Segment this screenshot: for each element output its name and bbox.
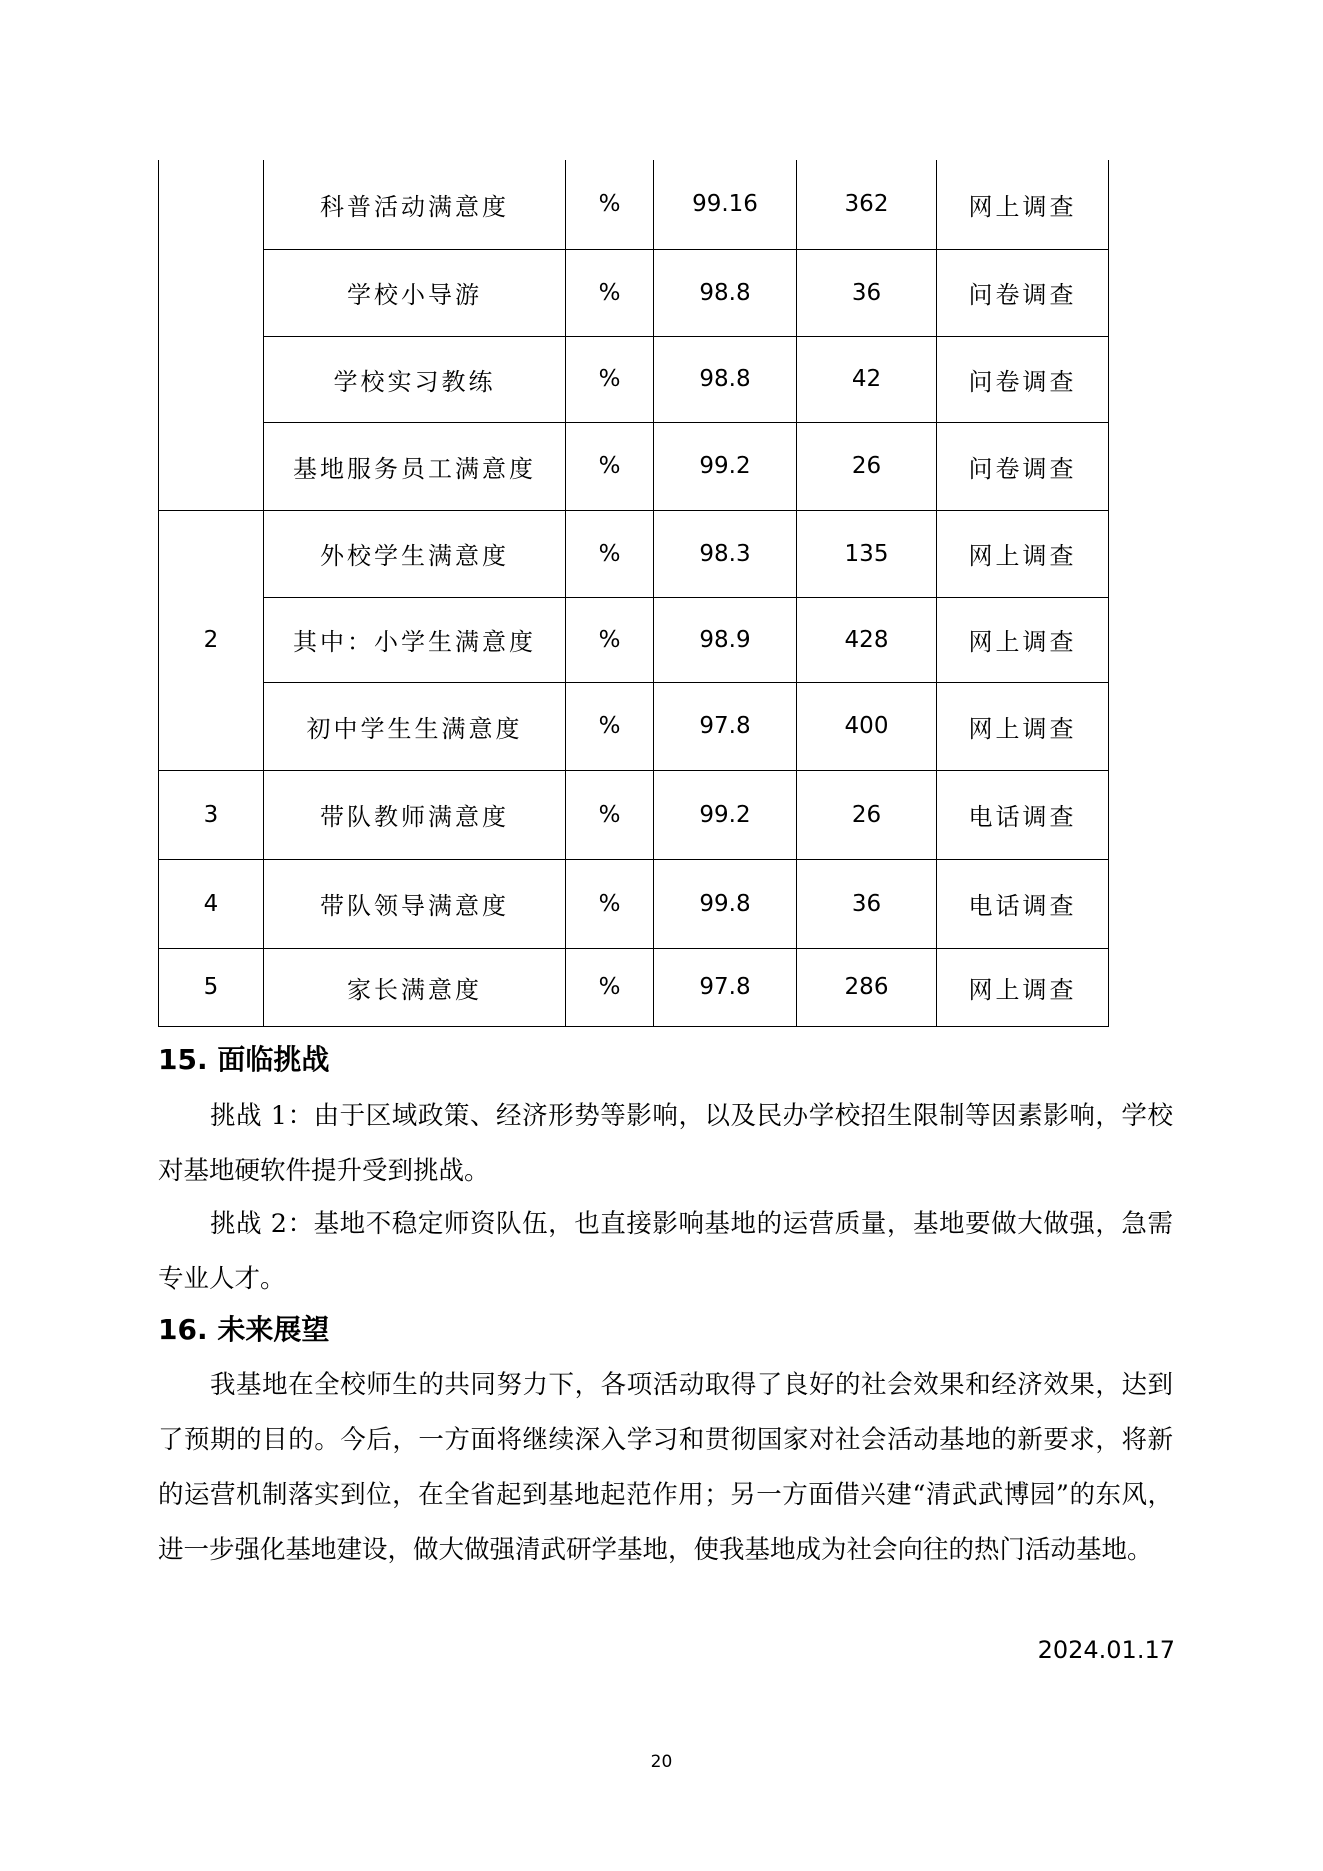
row-number-cell: 4 xyxy=(159,859,264,948)
section-15-paragraph-1: 挑战 1：由于区域政策、经济形势等影响，以及民办学校招生限制等因素影响，学校对基地硬软件提升受到挑战。 xyxy=(158,1101,1173,1186)
unit-cell: % xyxy=(566,770,654,859)
value-cell: 99.2 xyxy=(654,770,797,859)
row-number-cell: 3 xyxy=(159,770,264,859)
table-row xyxy=(159,422,1109,510)
unit-cell: % xyxy=(566,859,654,948)
count-cell: 42 xyxy=(797,336,937,422)
page-number: 20 xyxy=(650,1752,673,1772)
count-cell: 26 xyxy=(797,422,937,510)
unit-cell: % xyxy=(566,422,654,510)
count-cell: 26 xyxy=(797,770,937,859)
unit-cell: % xyxy=(566,682,654,770)
count-cell: 400 xyxy=(797,682,937,770)
item-name-cell: 基地服务员工满意度 xyxy=(264,422,566,510)
table-row xyxy=(159,597,1109,682)
document-date: 2024.01.17 xyxy=(1037,1636,1175,1664)
unit-cell: % xyxy=(566,510,654,597)
unit-cell: % xyxy=(566,948,654,1026)
table-row xyxy=(159,770,1109,859)
item-name-cell: 学校实习教练 xyxy=(264,336,566,422)
method-cell: 问卷调查 xyxy=(937,249,1109,336)
method-cell: 电话调查 xyxy=(937,859,1109,948)
method-cell: 网上调查 xyxy=(937,597,1109,682)
item-name-cell: 初中学生生满意度 xyxy=(264,682,566,770)
item-name-cell: 家长满意度 xyxy=(264,948,566,1026)
table-row xyxy=(159,336,1109,422)
value-cell: 98.8 xyxy=(654,336,797,422)
method-cell: 问卷调查 xyxy=(937,422,1109,510)
value-cell: 98.8 xyxy=(654,249,797,336)
section-16-paragraph-1: 我基地在全校师生的共同努力下，各项活动取得了良好的社会效果和经济效果，达到了预期的目的。今后，一方面将继续深入学习和贯彻国家对社会活动基地的新要求，将新的运营机制落实到位，在全省起到基地起范作用；另一方面借兴建“清武武博园”的东风，进一步强化基地建设，做大做强清武研学基地，使我基地成为社会向往的热门活动基地。 xyxy=(158,1370,1173,1565)
table-row xyxy=(159,682,1109,770)
count-cell: 428 xyxy=(797,597,937,682)
value-cell: 99.2 xyxy=(654,422,797,510)
section-15-heading: 15. 面临挑战 xyxy=(158,1043,330,1076)
table-row xyxy=(159,249,1109,336)
method-cell: 网上调查 xyxy=(937,510,1109,597)
count-cell: 36 xyxy=(797,249,937,336)
value-cell: 99.16 xyxy=(654,160,797,249)
section-15-paragraph-2: 挑战 2：基地不稳定师资队伍，也直接影响基地的运营质量，基地要做大做强，急需专业人才。 xyxy=(158,1209,1173,1294)
unit-cell: % xyxy=(566,249,654,336)
value-cell: 98.9 xyxy=(654,597,797,682)
satisfaction-table xyxy=(158,160,1109,1027)
row-number-cell xyxy=(159,160,264,510)
count-cell: 286 xyxy=(797,948,937,1026)
method-cell: 网上调查 xyxy=(937,160,1109,249)
item-name-cell: 带队领导满意度 xyxy=(264,859,566,948)
value-cell: 97.8 xyxy=(654,948,797,1026)
table-row xyxy=(159,948,1109,1026)
value-cell: 97.8 xyxy=(654,682,797,770)
unit-cell: % xyxy=(566,597,654,682)
row-number-cell: 2 xyxy=(159,510,264,770)
unit-cell: % xyxy=(566,336,654,422)
count-cell: 135 xyxy=(797,510,937,597)
table-row xyxy=(159,160,1109,249)
count-cell: 362 xyxy=(797,160,937,249)
method-cell: 网上调查 xyxy=(937,948,1109,1026)
method-cell: 问卷调查 xyxy=(937,336,1109,422)
value-cell: 99.8 xyxy=(654,859,797,948)
item-name-cell: 其中：小学生满意度 xyxy=(264,597,566,682)
item-name-cell: 外校学生满意度 xyxy=(264,510,566,597)
item-name-cell: 科普活动满意度 xyxy=(264,160,566,249)
method-cell: 电话调查 xyxy=(937,770,1109,859)
item-name-cell: 带队教师满意度 xyxy=(264,770,566,859)
value-cell: 98.3 xyxy=(654,510,797,597)
section-16-heading: 16. 未来展望 xyxy=(158,1313,330,1346)
count-cell: 36 xyxy=(797,859,937,948)
table-row xyxy=(159,859,1109,948)
item-name-cell: 学校小导游 xyxy=(264,249,566,336)
row-number-cell: 5 xyxy=(159,948,264,1026)
method-cell: 网上调查 xyxy=(937,682,1109,770)
table-row xyxy=(159,510,1109,597)
unit-cell: % xyxy=(566,160,654,249)
